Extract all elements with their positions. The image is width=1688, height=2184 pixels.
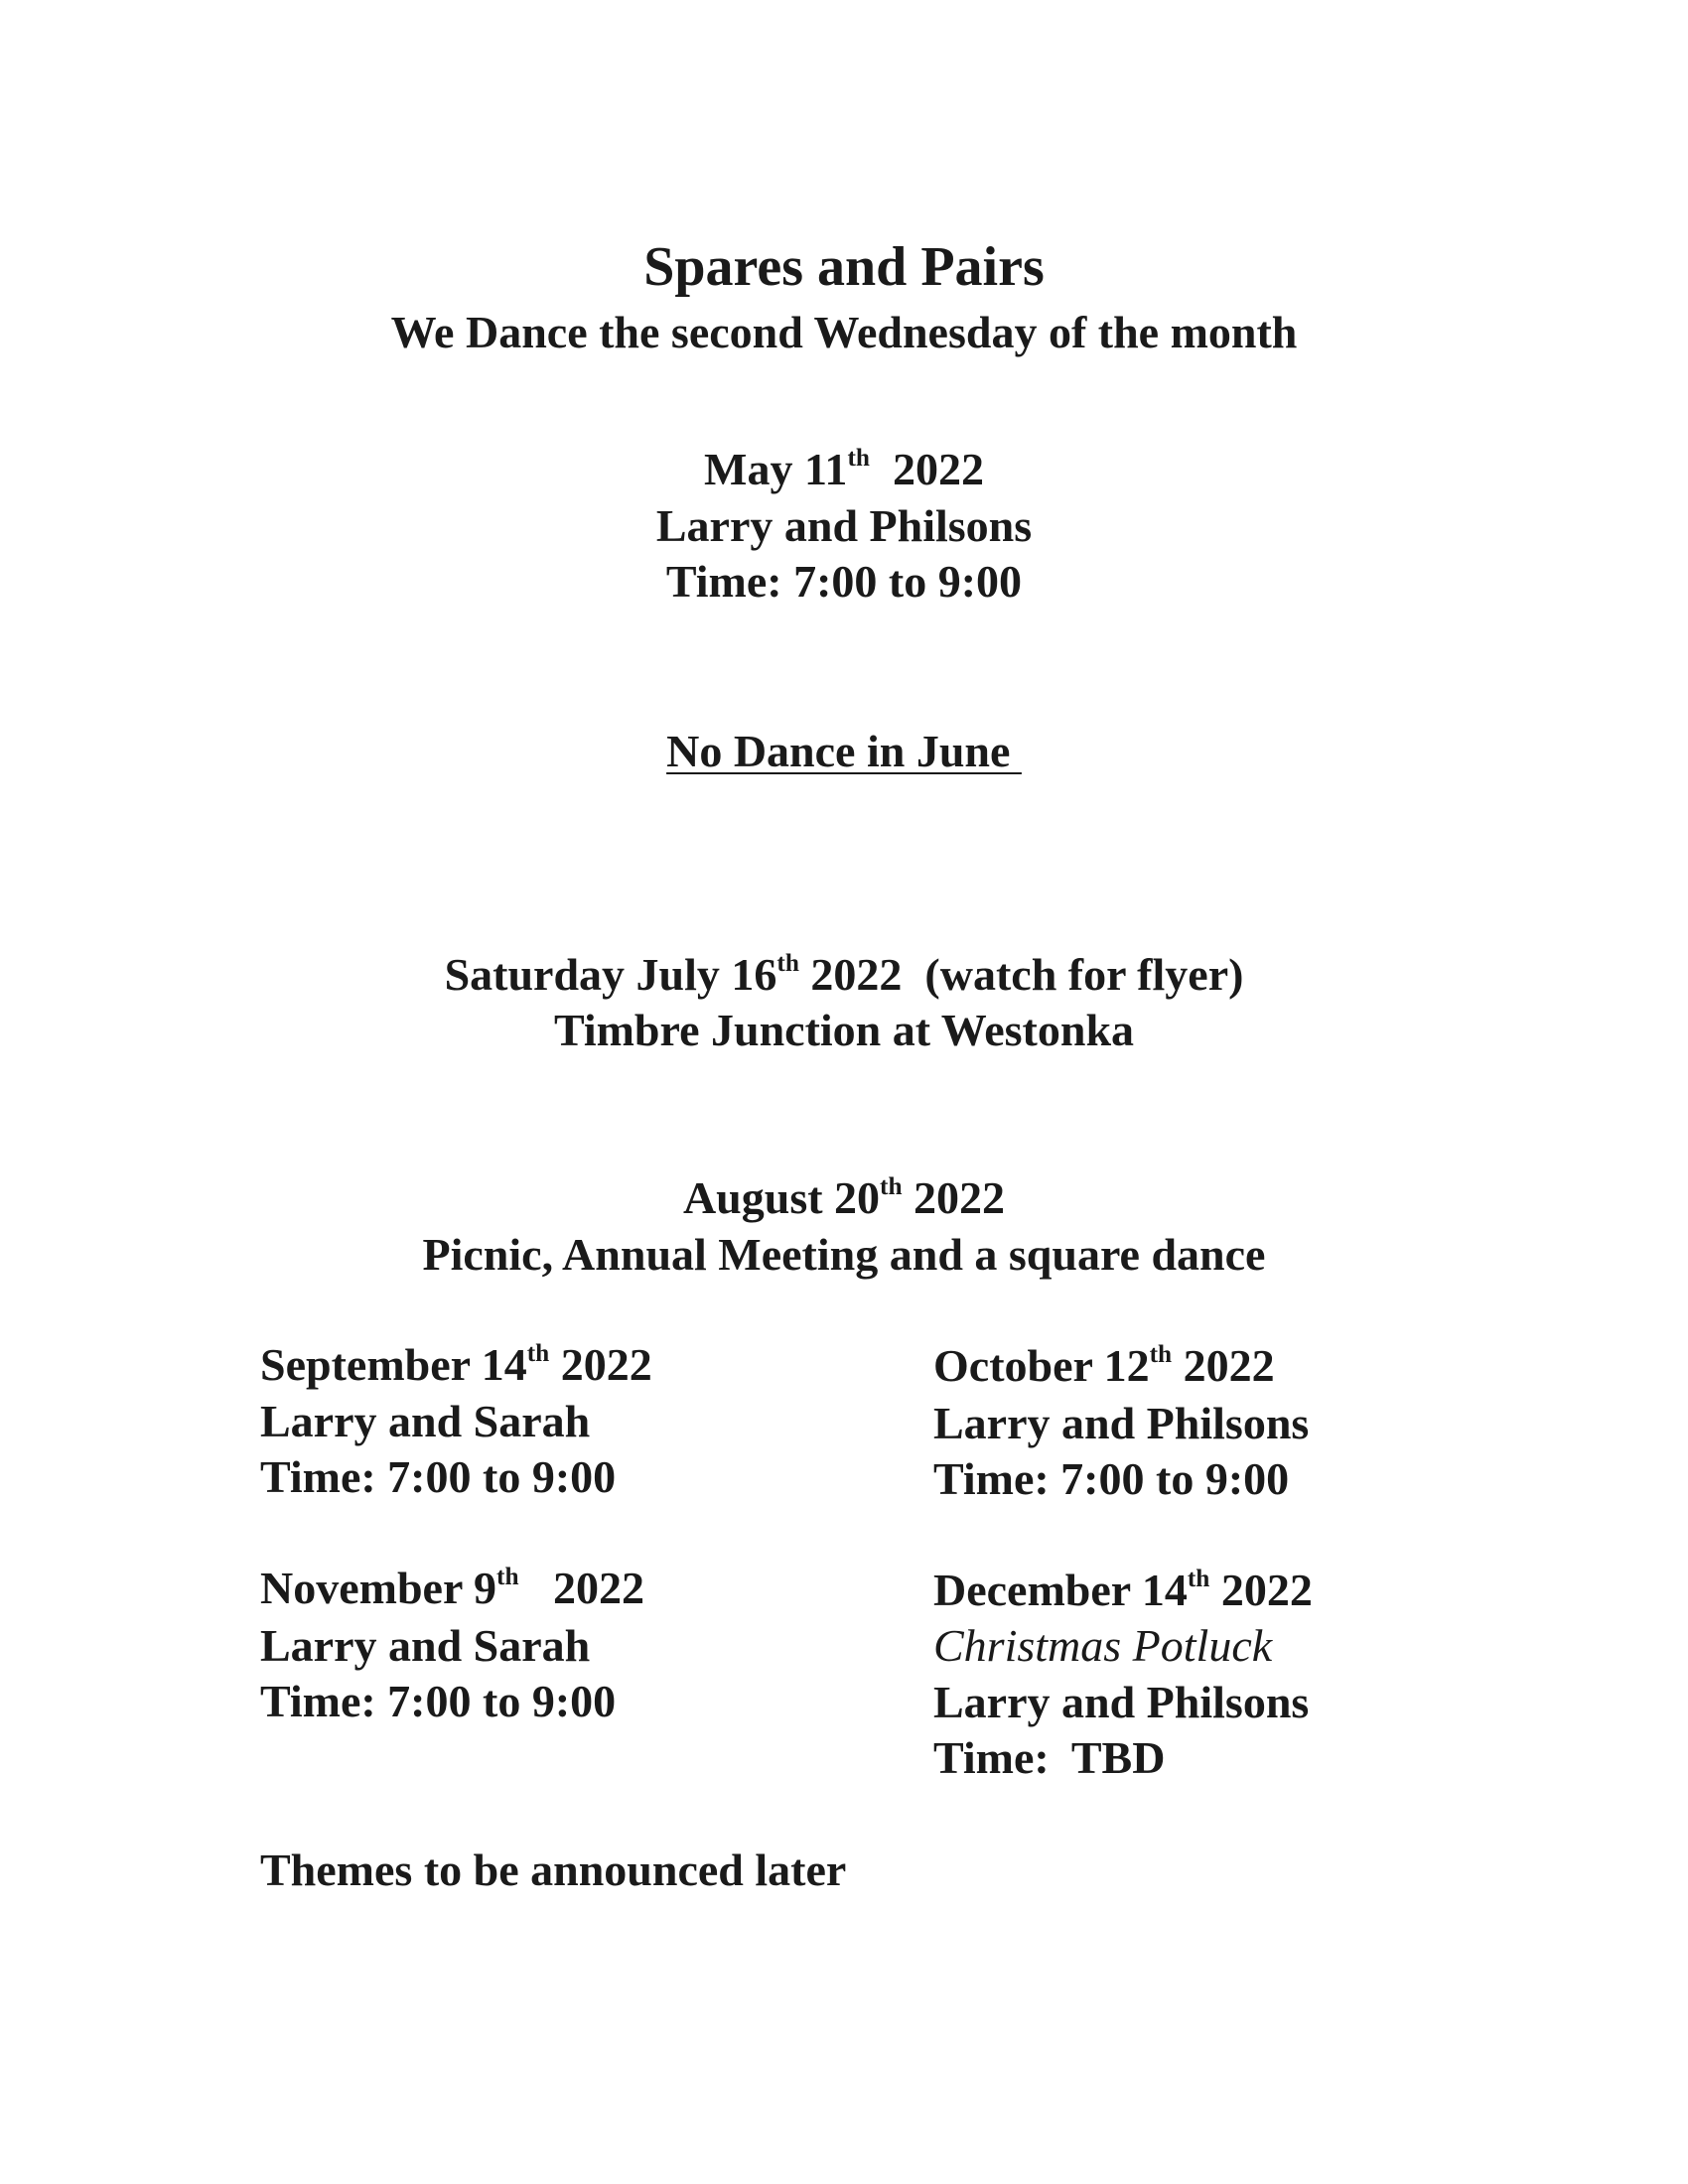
page-title: Spares and Pairs — [643, 236, 1045, 298]
september-date: September 14th 2022 — [260, 1339, 652, 1390]
september-callers: Larry and Sarah — [260, 1396, 591, 1446]
october-date: October 12th 2022 — [933, 1340, 1275, 1391]
august-date: August 20th 2022 — [682, 1172, 1006, 1223]
july-date: Saturday July 16th 2022 (watch for flyer) — [444, 949, 1244, 1000]
may-date: May 11th 2022 — [704, 444, 984, 494]
footer-note: Themes to be announced later — [260, 1844, 847, 1895]
july-location: Timbre Junction at Westonka — [553, 1005, 1135, 1055]
may-callers: Larry and Philsons — [655, 500, 1033, 551]
page-subtitle: We Dance the second Wednesday of the month — [390, 307, 1298, 357]
november-date: November 9th 2022 — [260, 1563, 645, 1613]
june-notice: No Dance in June — [666, 726, 1022, 776]
december-event: Christmas Potluck — [933, 1620, 1273, 1671]
december-callers: Larry and Philsons — [933, 1677, 1310, 1727]
november-callers: Larry and Sarah — [260, 1620, 591, 1671]
september-time: Time: 7:00 to 9:00 — [260, 1451, 617, 1502]
november-time: Time: 7:00 to 9:00 — [260, 1676, 617, 1726]
october-callers: Larry and Philsons — [933, 1398, 1310, 1448]
may-time: Time: 7:00 to 9:00 — [665, 556, 1023, 607]
december-date: December 14th 2022 — [933, 1565, 1313, 1615]
october-time: Time: 7:00 to 9:00 — [933, 1453, 1290, 1504]
august-event: Picnic, Annual Meeting and a square dance — [422, 1229, 1266, 1280]
december-time: Time: TBD — [933, 1732, 1166, 1783]
